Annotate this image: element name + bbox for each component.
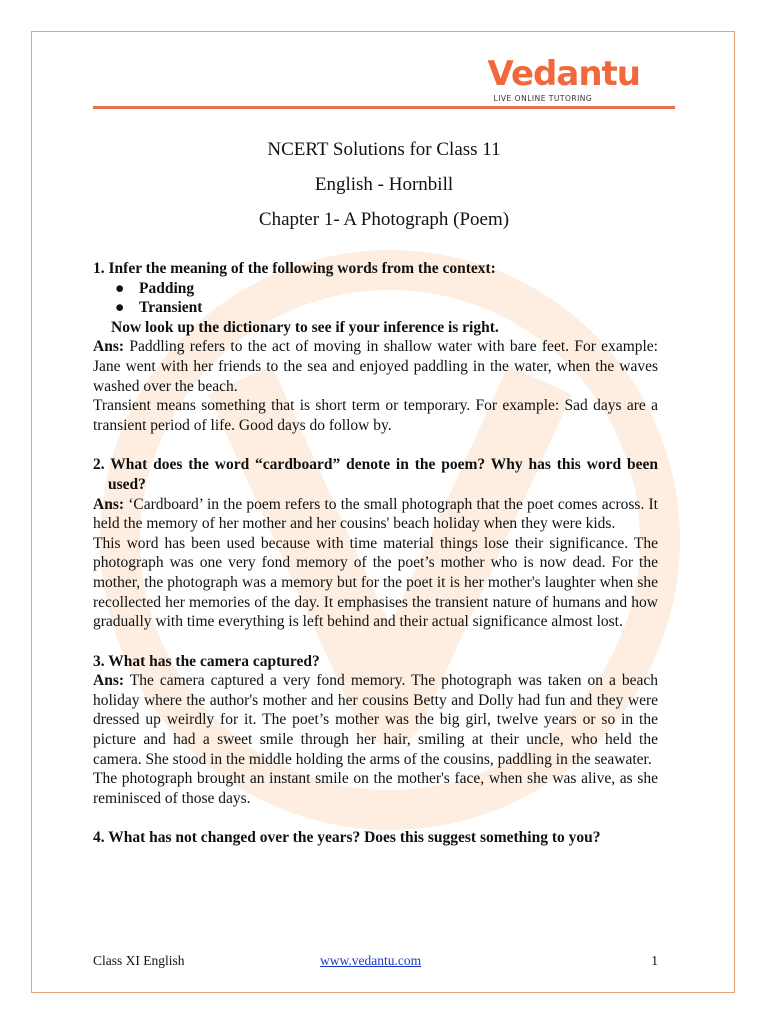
bullet-icon: ● (115, 299, 125, 317)
list-item-label: Padding (139, 279, 195, 297)
title-line-2: English - Hornbill (314, 174, 454, 195)
answer-text: The camera captured a very fond memory. The photograph was taken on a beach holiday where the author's mother and her cousins Betty and Dolly had fun and they were dressed up weirdly for it. The poet’s mother was the big girl, twelve years or so in the picture and had a sweet smile through her hair, smiling at their uncle, who held the camera. She stood in the middle holding the arms of the cousins, paddling in the seawater. (93, 672, 658, 768)
answer-label: Ans: (93, 672, 125, 690)
answer-text: ‘Cardboard’ in the poem refers to the small photograph that the poet comes across. It held the memory of her mother and her cousins' beach holiday when they were kids. (93, 495, 658, 533)
list-item (93, 279, 658, 299)
question-1: 1. Infer the meaning of the following words from the context: (93, 260, 496, 277)
answer-1-paragraph-2: Transient means something that is short term or temporary. For example: Sad days are a transient period of life. Good days do follow by. (93, 397, 658, 434)
list-item (93, 298, 658, 318)
title-line-3: Chapter 1- A Photograph (Poem) (258, 209, 510, 230)
answer-label: Ans: (93, 338, 125, 356)
answer-label: Ans: (93, 495, 125, 513)
document-body (93, 259, 658, 848)
logo-wordmark: Vedantu (487, 54, 640, 94)
answer-3-paragraph-1 (93, 671, 658, 769)
logo-tagline: LIVE ONLINE TUTORING (493, 94, 593, 103)
list-item-label: Transient (139, 299, 203, 317)
answer-text: Paddling refers to the act of moving in shallow water with bare feet. For example: Jane went with her friends to the sea and enjoyed paddling in the water, when the waves washed over the beach. (93, 338, 658, 395)
answer-3-paragraph-2: The photograph brought an instant smile on the mother's face, when she was alive, as she reminisced of those days. (93, 770, 658, 807)
document-titles (0, 140, 768, 245)
answer-1-paragraph-1 (93, 337, 658, 396)
question-2: 2. What does the word “cardboard” denote in the poem? Why has this word been used? (93, 456, 658, 493)
question-1-followup: Now look up the dictionary to see if your inference is right. (111, 318, 499, 336)
question-4: 4. What has not changed over the years? Does this suggest something to you? (93, 829, 601, 847)
bullet-icon: ● (115, 279, 125, 297)
header-rule (93, 106, 675, 109)
title-line-1: NCERT Solutions for Class 11 (267, 139, 501, 160)
footer-website-link[interactable]: www.vedantu.com (320, 953, 422, 968)
footer-class-label: Class XI English (93, 953, 185, 968)
vedantu-logo (488, 56, 640, 103)
answer-2-paragraph-2: This word has been used because with time material things lose their significance. The photograph was one very fond memory of the poet’s mother who is now dead. For the mother, the photograph was a memory but for the poet it is her mother's laughter when she recollected her memories of the day. It emphasises the transient nature of humans and how gradually with time everything is left behind and their actual significance almost lost. (93, 534, 658, 631)
answer-2-paragraph-1 (93, 495, 658, 534)
word-list (93, 279, 658, 318)
page-number: 1 (651, 953, 658, 968)
question-3: 3. What has the camera captured? (93, 652, 320, 670)
